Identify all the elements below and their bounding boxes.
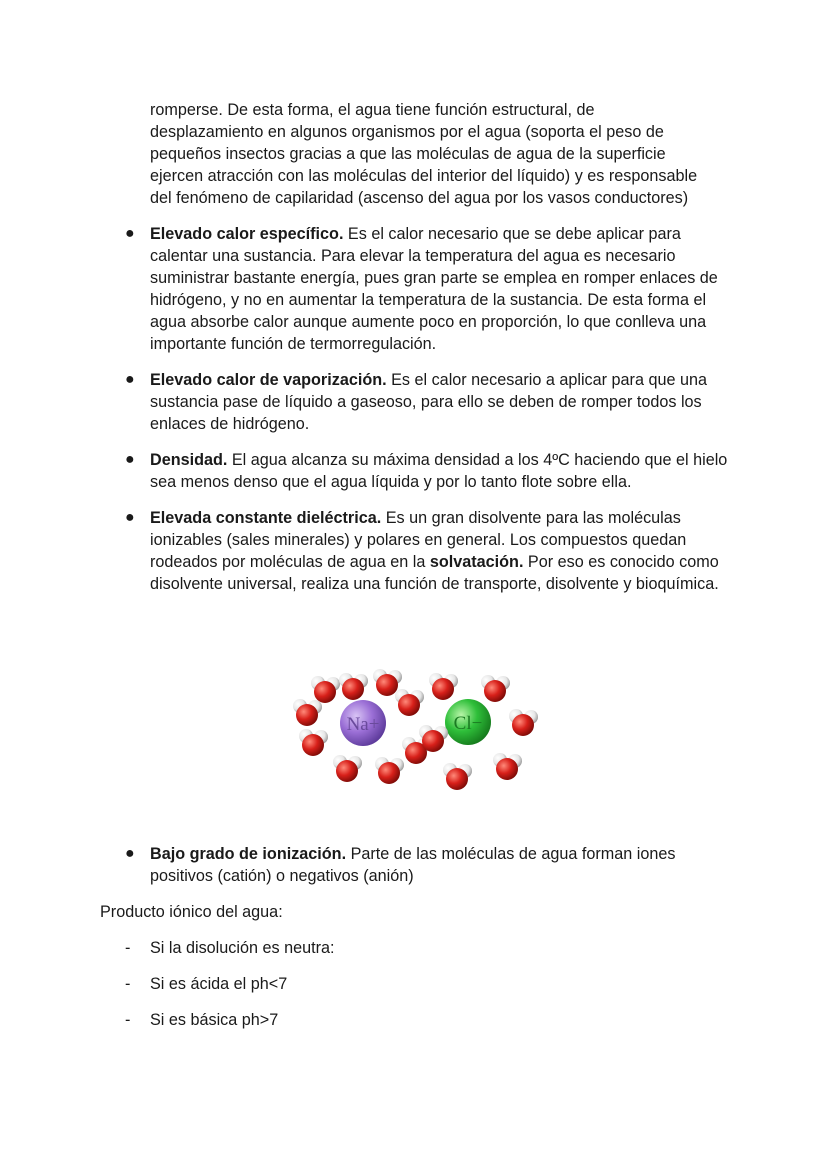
- bullet-icon: ●: [125, 371, 135, 388]
- bullet-text: El agua alcanza su máxima densidad a los 4ºC haciendo que el hielo sea menos denso que el agua líquida y por lo tanto flote sobre ella.: [150, 451, 728, 491]
- text-line: ejercen atracción con las moléculas del interior del líquido) y es responsable: [150, 167, 698, 185]
- bullet-specific-heat: [125, 223, 730, 355]
- bullet-title: Densidad.: [150, 451, 228, 469]
- dash-item-text: Si la disolución es neutra:: [150, 939, 335, 957]
- solvation-figure: [285, 655, 550, 800]
- dash-icon: -: [125, 939, 131, 957]
- dash-item-text: Si es básica ph>7: [150, 1011, 279, 1029]
- bullet-title: Elevada constante dieléctrica.: [150, 509, 382, 527]
- bullet-text: Por eso es conocido como disolvente universal, realiza una función de transporte, disolvente y bioquímica.: [150, 553, 719, 593]
- solvation-diagram-icon: [285, 655, 550, 800]
- dash-icon: -: [125, 975, 131, 993]
- bullet-bold-inline: solvatación.: [429, 553, 524, 571]
- bullet-text: Es el calor necesario que se debe aplicar para calentar una sustancia. Para elevar la temperatura del agua es necesario suministrar bastante energía, pues gran parte se emplea en romper enlaces de hidrógeno, y no en aumentar la temperatura de la sustancia. De esta forma el agua absorbe calor aunque aumente poco en proporción, lo que conlleva una importante función de termorregulación.: [150, 225, 718, 353]
- bullet-icon: ●: [125, 845, 135, 862]
- bullet-title: Elevado calor de vaporización.: [150, 371, 387, 389]
- bullet-title: Elevado calor específico.: [150, 225, 344, 243]
- text-line: del fenómeno de capilaridad (ascenso del agua por los vasos conductores): [150, 189, 689, 207]
- dash-item-basic: [125, 1009, 279, 1031]
- text-line: romperse. De esta forma, el agua tiene función estructural, de: [150, 101, 595, 119]
- svg-text:Na+: Na+: [346, 714, 380, 735]
- continuation-paragraph: [150, 99, 730, 209]
- bullet-density: [125, 449, 730, 493]
- dash-item-text: Si es ácida el ph<7: [150, 975, 288, 993]
- bullet-icon: ●: [125, 509, 135, 526]
- bullet-dielectric-constant: [125, 507, 730, 595]
- dash-item-acid: [125, 973, 288, 995]
- text-line: desplazamiento en algunos organismos por el agua (soporta el peso de: [150, 123, 664, 141]
- ionic-product-label: Producto iónico del agua:: [100, 903, 283, 921]
- dash-icon: -: [125, 1011, 131, 1029]
- dash-item-neutral: [125, 937, 335, 959]
- text-line: pequeños insectos gracias a que las moléculas de agua de la superficie: [150, 145, 666, 163]
- bullet-icon: ●: [125, 451, 135, 468]
- bullet-icon: ●: [125, 225, 135, 242]
- bullet-text: Es el calor necesario a aplicar para que una sustancia pase de líquido a gaseoso, para ello se deben de romper todos los enlaces de hidrógeno.: [150, 371, 707, 433]
- svg-text:Cl−: Cl−: [453, 713, 483, 734]
- bullet-text: Parte de las moléculas de agua forman iones positivos (catión) o negativos (anión): [150, 845, 676, 885]
- bullet-ionization: [125, 843, 730, 887]
- bullet-vaporization-heat: [125, 369, 730, 435]
- bullet-text: Es un gran disolvente para las moléculas ionizables (sales minerales) y polares en general. Los compuestos quedan rodeados por moléculas de agua en la: [150, 509, 687, 571]
- bullet-title: Bajo grado de ionización.: [150, 845, 347, 863]
